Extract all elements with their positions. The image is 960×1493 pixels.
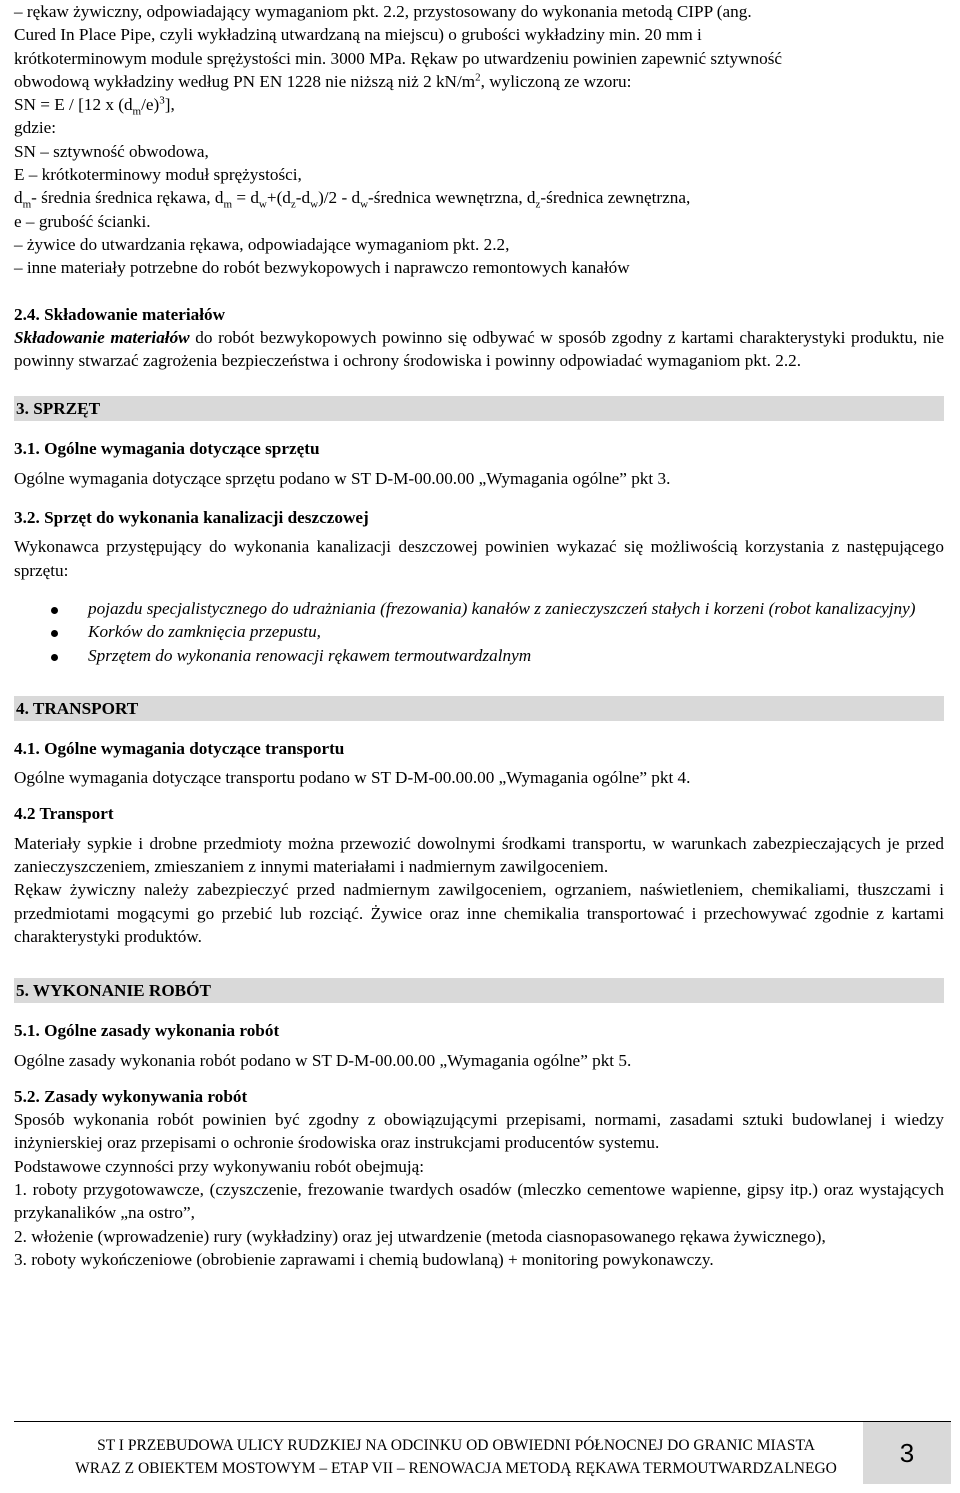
equipment-general-text: Ogólne wymagania dotyczące sprzętu podano w ST D-M-00.00.00 „Wymagania ogólne” pkt 3.	[14, 468, 671, 488]
execution-step-1: 1. roboty przygotowawcze, (czyszczenie, frezowanie twardych osadów (mleczko cementowe wapienne, gipsy itp.) oraz wystających przykanalików „na ostro”,	[14, 1179, 944, 1223]
heading-3-1: 3.1. Ogólne wymagania dotyczące sprzętu	[14, 439, 320, 459]
transport-paragraph-2: Rękaw żywiczny należy zabezpieczyć przed nadmiernym zawilgoceniem, ogrzaniem, naświetleniem, chemikaliami, tłuszczami i przedmiotami mogącymi go przebić lub rozciąć. Żywice oraz inne chemikalia transportować i przechowywać zgodnie z kartami charakterystyki produktów.	[14, 880, 944, 946]
execution-steps-intro: Podstawowe czynności przy wykonywaniu robót obejmują:	[14, 1156, 425, 1176]
page-footer	[14, 1421, 951, 1484]
storage-paragraph: Składowanie materiałów do robót bezwykopowych powinno się odbywać w sposób zgodny z kartami charakterystyki produktu, nie powinny stwarzać zagrożenia bezpieczeństwa i ochrony środowiska i powinny odpowiadać wymaganiom pkt. 2.2.	[14, 327, 944, 371]
execution-general-text: Ogólne zasady wykonania robót podano w ST D-M-00.00.00 „Wymagania ogólne” pkt 5.	[14, 1050, 632, 1070]
formula-where: gdzie:	[14, 118, 56, 138]
section-heading-equipment: 3. SPRZĘT	[14, 396, 944, 421]
equipment-intro: Wykonawca przystępujący do wykonania kanalizacji deszczowej powinien wykazać się możliwością korzystania z następującego sprzętu:	[14, 537, 944, 580]
transport-general-text: Ogólne wymagania dotyczące transportu podano w ST D-M-00.00.00 „Wymagania ogólne” pkt 4.	[14, 768, 691, 788]
section-heading-execution: 5. WYKONANIE ROBÓT	[14, 978, 944, 1003]
stiffness-formula: SN = E / [12 x $(d_m/e)^3$],	[14, 94, 175, 118]
heading-4-1: 4.1. Ogólne wymagania dotyczące transportu	[14, 738, 345, 758]
paragraph-rekaw-line2: Cured In Place Pipe, czyli wykładziną utwardzaną na miejscu) o grubości wykładziny min. 20 mm i	[14, 25, 702, 45]
footer-line-2: WRAZ Z OBIEKTEM MOSTOWYM – ETAP VII – RENOWACJA METODĄ RĘKAWA TERMOUTWARDZALNEGO	[75, 1460, 837, 1477]
list-item: Korków do zamknięcia przepustu,	[14, 620, 944, 643]
footer-title	[52, 1434, 860, 1480]
bullet-icon	[51, 607, 58, 614]
footer-line-1: ST I PRZEBUDOWA ULICY RUDZKIEJ NA ODCINKU OD OBWIEDNI PÓŁNOCNEJ DO GRANIC MIASTA	[97, 1437, 815, 1454]
list-item-resins: – żywice do utwardzania rękawa, odpowiadające wymaganiom pkt. 2.2,	[14, 234, 510, 254]
heading-2-4: 2.4. Składowanie materiałów	[14, 304, 226, 324]
heading-5-2: 5.2. Zasady wykonywania robót	[14, 1086, 248, 1106]
heading-3-2: 3.2. Sprzęt do wykonania kanalizacji deszczowej	[14, 508, 369, 528]
transport-paragraph-1: Materiały sypkie i drobne przedmioty można przewozić dowolnymi środkami transportu, w warunkach zabezpieczających je przed zanieczyszczeniem, zmieszaniem z innymi materiałami i nadmiernym zawilgoceniem.	[14, 833, 944, 877]
paragraph-rekaw-line1: – rękaw żywiczny, odpowiadający wymaganiom pkt. 2.2, przystosowany do wykonania metodą CIPP (ang.	[14, 2, 752, 21]
bullet-icon	[51, 630, 58, 637]
list-item-other-materials: – inne materiały potrzebne do robót bezwykopowych i naprawczo remontowych kanałów	[14, 258, 630, 278]
paragraph-rekaw-line3: krótkoterminowym module sprężystości min. 3000 MPa. Rękaw po utwardzeniu powinien zapewnić sztywność	[14, 48, 783, 68]
definition-thickness: e – grubość ścianki.	[14, 211, 151, 231]
heading-5-1: 5.1. Ogólne zasady wykonania robót	[14, 1021, 280, 1041]
list-item: Sprzętem do wykonania renowacji rękawem termoutwardzalnym	[14, 644, 944, 667]
definition-e: E – krótkoterminowy moduł sprężystości,	[14, 165, 302, 185]
document-page	[14, 0, 944, 1271]
execution-step-2: 2. włożenie (wprowadzenie) rury (wykładziny) oraz jej utwardzenie (metoda ciasnopasowanego rękawa żywicznego),	[14, 1226, 826, 1246]
section-heading-transport: 4. TRANSPORT	[14, 696, 944, 721]
definition-sn: SN – sztywność obwodowa,	[14, 141, 209, 161]
list-item: pojazdu specjalistycznego do udrażniania (frezowania) kanałów z zanieczyszczeń stałych i korzeni (robot kanalizacyjny)	[14, 597, 944, 620]
definition-dm: $d_m-$ średnia średnica rękawa, $d_m = d_w+(d_z-d_w)/2$ - $d_w$-średnica wewnętrzna, $d_z$-średnica zewnętrzna,	[14, 188, 691, 211]
bullet-icon	[51, 654, 58, 661]
page-number: 3	[863, 1422, 951, 1484]
execution-paragraph: Sposób wykonania robót powinien być zgodny z obowiązującymi przepisami, normami, zasadami sztuki budowlanej i wiedzy inżynierskiej oraz przepisami o ochronie środowiska oraz instrukcjami producentów systemu.	[14, 1110, 944, 1153]
heading-4-2: 4.2 Transport	[14, 804, 114, 824]
execution-step-3: 3. roboty wykończeniowe (obrobienie zaprawami i chemią budowlaną) + monitoring powykonawczy.	[14, 1249, 714, 1269]
paragraph-rekaw-line4: obwodową wykładziny według PN EN 1228 nie niższą niż 2 $kN/m^2$, wyliczoną ze wzoru:	[14, 71, 632, 91]
equipment-list	[14, 597, 944, 667]
